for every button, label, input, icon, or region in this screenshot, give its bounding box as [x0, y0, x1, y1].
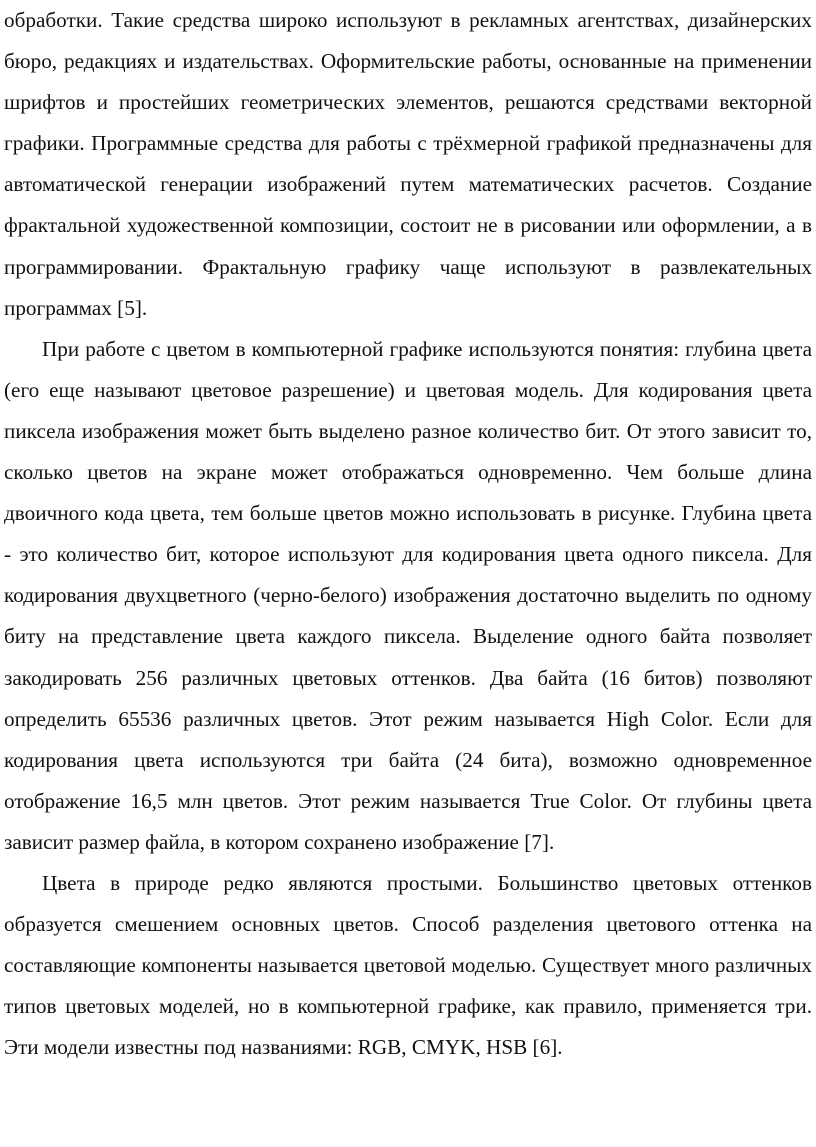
paragraph-color-depth: При работе с цветом в компьютерной графике используются понятия: глубина цвета (его еще называют цветовое разрешение) и цветовая модель. Для кодирования цвета пиксела изображения может быть выделено разное количество бит. От этого зависит то, сколько цветов на экране может отображаться одновременно. Чем больше длина двоичного кода цвета, тем больше цветов можно использовать в рисунке. Глубина цвета - это количество бит, которое используют для кодирования цвета одного пиксела. Для кодирования двухцветного (черно-белого) изображения достаточно выделить по одному биту на представление цвета каждого пиксела. Выделение одного байта позволяет закодировать 256 различных цветовых оттенков. Два байта (16 битов) позволяют определить 65536 различных цветов. Этот режим называется High Color. Если для кодирования цвета используются три байта (24 бита), возможно одновременное отображение 16,5 млн цветов. Этот режим называется True Color. От глубины цвета зависит размер файла, в котором сохранено изображение [7]. — [4, 336, 812, 854]
paragraph-color-models: Цвета в природе редко являются простыми. Большинство цветовых оттенков образуется смешением основных цветов. Способ разделения цветового оттенка на составляющие компоненты называется цветовой моделью. Существует много различных типов цветовых моделей, но в компьютерной графике, как правило, применяется три. Эти модели известны под названиями: RGB, CMYK, HSB [6]. — [4, 870, 812, 1060]
paragraph-continued: обработки. Такие средства широко используют в рекламных агентствах, дизайнерских бюро, редакциях и издательствах. Оформительские работы, основанные на применении шрифтов и простейших геометрических элементов, решаются средствами векторной графики. Программные средства для работы с трёхмерной графикой предназначены для автоматической генерации изображений путем математических расчетов. Создание фрактальной художественной композиции, состоит не в рисовании или оформлении, а в программировании. Фрактальную графику чаще используют в развлекательных программах [5]. — [4, 8, 812, 320]
body-text — [4, 0, 812, 1068]
